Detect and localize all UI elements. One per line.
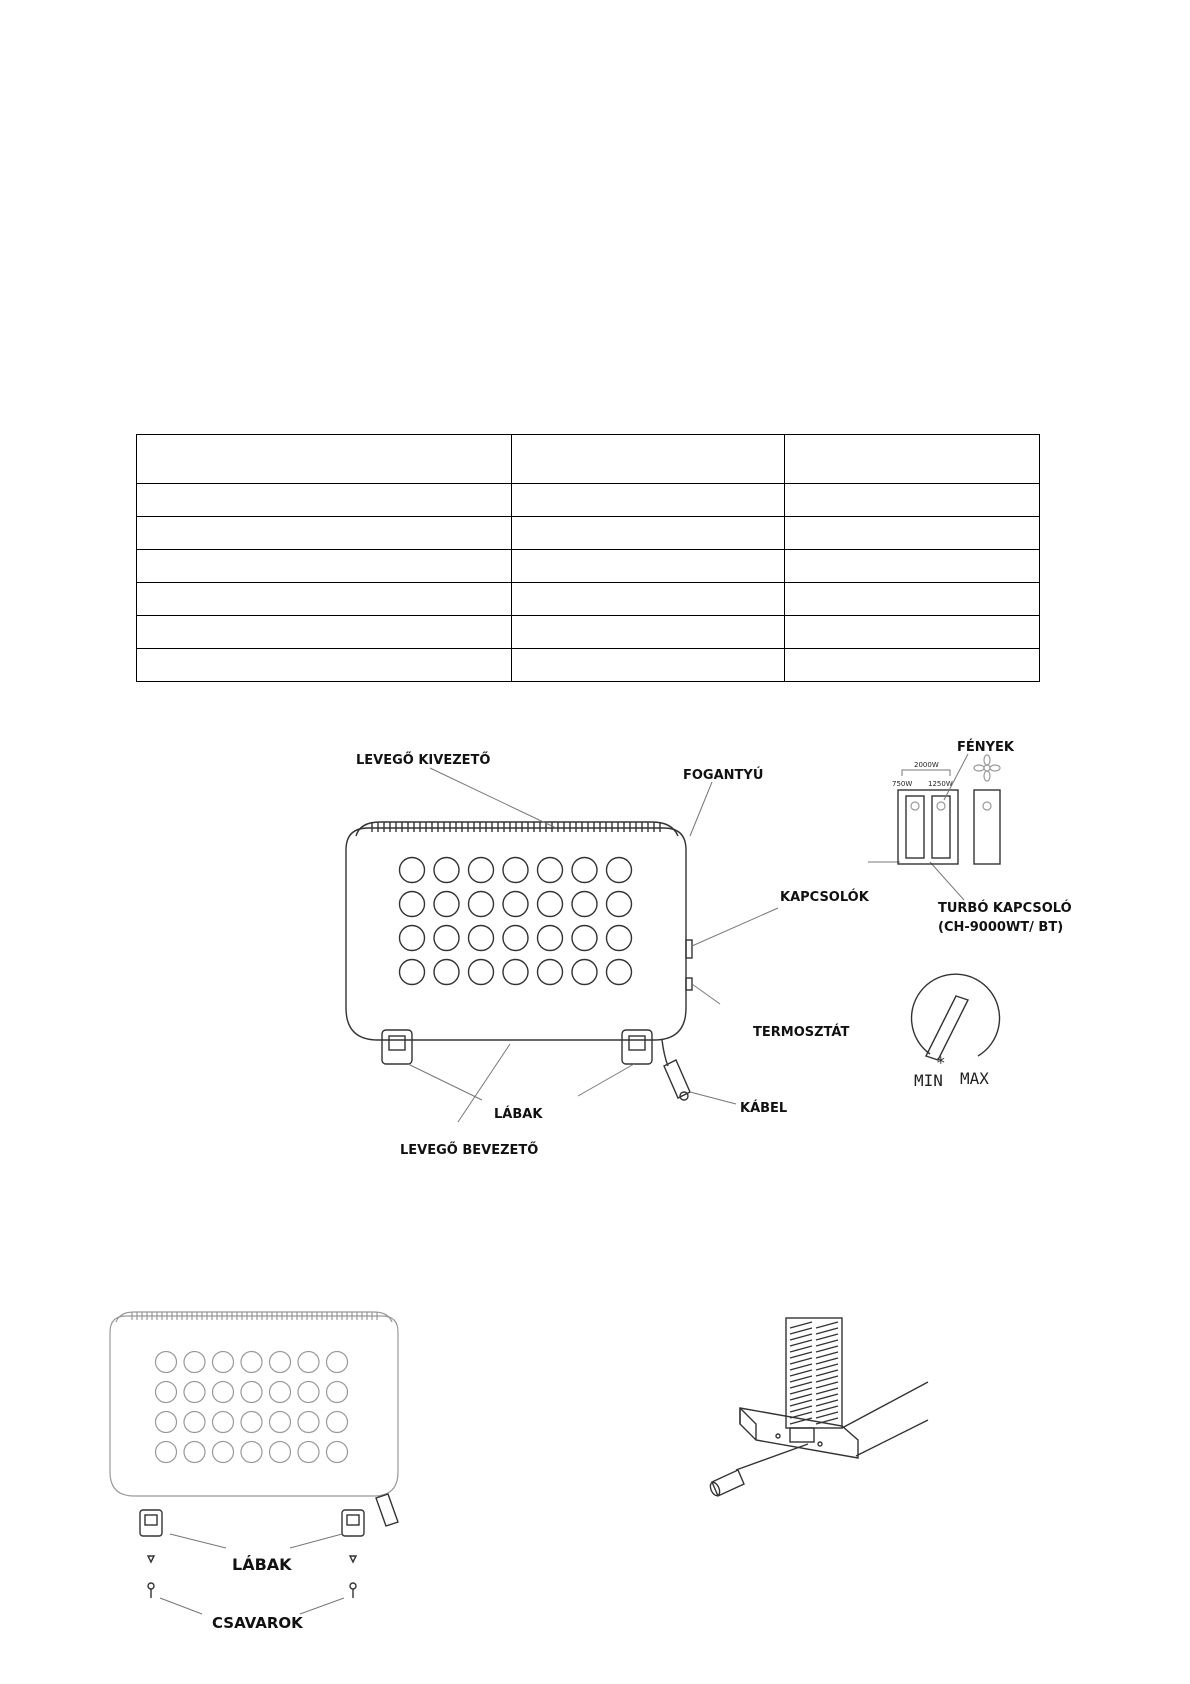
legs-label: LÁBAK: [494, 1107, 543, 1122]
fin-line: [816, 1352, 838, 1358]
fin-line: [790, 1352, 812, 1358]
fin-line: [816, 1412, 838, 1418]
thermostat-marker: *: [936, 1053, 946, 1072]
total-power-label: 2000W: [914, 761, 939, 769]
fin-line: [816, 1406, 838, 1412]
fin-line: [816, 1322, 838, 1328]
fin-line: [790, 1322, 812, 1328]
fin-line: [816, 1388, 838, 1394]
fin-line: [790, 1346, 812, 1352]
fin-line: [816, 1370, 838, 1376]
screwdriver-icon: [708, 1444, 808, 1497]
fin-line: [790, 1406, 812, 1412]
fin-line: [790, 1400, 812, 1406]
fin-line: [790, 1376, 812, 1382]
fin-line: [790, 1340, 812, 1346]
fin-line: [790, 1394, 812, 1400]
fin-line: [816, 1376, 838, 1382]
low-power-label: 750W: [892, 780, 913, 788]
thermostat-max-label: MAX: [960, 1069, 989, 1088]
fin-line: [790, 1334, 812, 1340]
fin-line: [816, 1400, 838, 1406]
fin-line: [816, 1394, 838, 1400]
fin-line: [816, 1364, 838, 1370]
fin-line: [790, 1382, 812, 1388]
legs-label: LÁBAK: [232, 1555, 292, 1574]
handle-label: FOGANTYÚ: [683, 768, 764, 783]
thermostat-min-label: MIN: [914, 1071, 943, 1090]
heater-side-fins: [786, 1318, 842, 1428]
cable-label: KÁBEL: [740, 1101, 788, 1116]
thermostat-label: TERMOSZTÁT: [753, 1025, 850, 1040]
fin-line: [816, 1382, 838, 1388]
fin-line: [790, 1388, 812, 1394]
fin-line: [816, 1346, 838, 1352]
turbo-switch-model-label: (CH-9000WT/ BT): [938, 920, 1064, 935]
fin-line: [816, 1334, 838, 1340]
fin-line: [816, 1358, 838, 1364]
high-power-label: 1250W: [928, 780, 953, 788]
fin-line: [816, 1340, 838, 1346]
screws-label: CSAVAROK: [212, 1614, 303, 1632]
fin-line: [790, 1328, 812, 1334]
switches-label: KAPCSOLÓK: [780, 890, 869, 905]
fin-line: [816, 1328, 838, 1334]
fin-line: [790, 1364, 812, 1370]
air-inlet-label: LEVEGŐ BEVEZETŐ: [400, 1143, 539, 1158]
air-outlet-label: LEVEGŐ KIVEZETŐ: [356, 753, 491, 768]
fin-line: [790, 1358, 812, 1364]
turbo-switch-label: TURBÓ KAPCSOLÓ: [938, 901, 1072, 916]
fin-line: [790, 1370, 812, 1376]
lights-label: FÉNYEK: [957, 740, 1015, 755]
